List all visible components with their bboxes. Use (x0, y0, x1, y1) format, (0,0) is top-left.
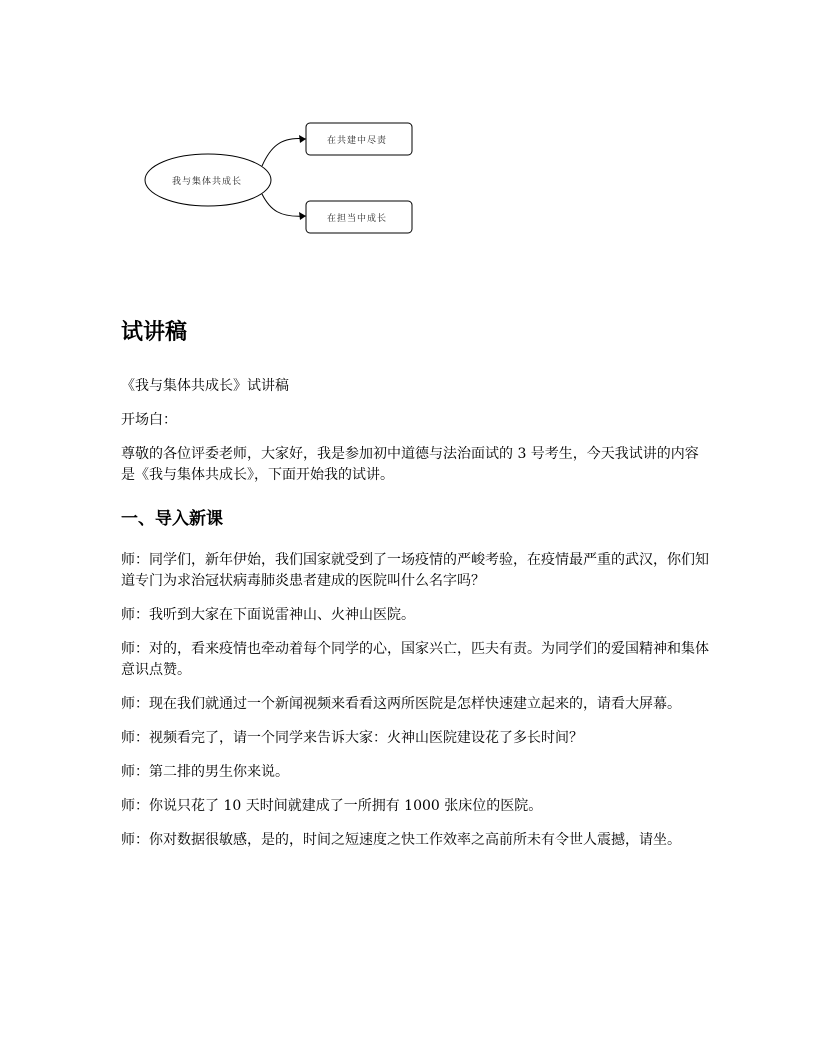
document-title: 试讲稿 (121, 320, 188, 345)
mind-map-diagram (0, 0, 816, 260)
dialogue-paragraph: 师：视频看完了，请一个同学来告诉大家：火神山医院建设花了多长时间？ (121, 730, 583, 746)
mind-map-svg (0, 0, 816, 260)
bottom-node-label: 在担当中成长 (327, 214, 388, 224)
center-node-label: 我与集体共成长 (172, 177, 243, 187)
dialogue-paragraph: 师：现在我们就通过一个新闻视频来看看这两所医院是怎样快速建立起来的，请看大屏幕。 (121, 696, 681, 712)
dialogue-paragraph: 师：你说只花了 10 天时间就建成了一所拥有 1000 张床位的医院。 (121, 798, 543, 814)
dialogue-paragraph: 师：你对数据很敏感，是的，时间之短速度之快工作效率之高前所未有令世人震撼，请坐。 (121, 832, 681, 848)
dialogue-paragraph: 师：第二排的男生你来说。 (121, 764, 289, 780)
document-body (121, 316, 711, 864)
dialogue-paragraph: 师：同学们，新年伊始，我们国家就受到了一场疫情的严峻考验，在疫情最严重的武汉，你们知道专门为求治冠状病毒肺炎患者建成的医院叫什么名字吗？ (121, 552, 709, 589)
dialogue-paragraph: 师：对的，看来疫情也牵动着每个同学的心，国家兴亡，匹夫有责。为同学们的爱国精神和集体意识点赞。 (121, 641, 709, 678)
arrow-top-icon (299, 135, 306, 143)
top-node-label: 在共建中尽责 (327, 136, 388, 146)
document-subtitle: 《我与集体共成长》试讲稿 (121, 378, 289, 394)
intro-paragraph: 尊敬的各位评委老师，大家好，我是参加初中道德与法治面试的 3 号考生，今天我试讲的内容是《我与集体共成长》，下面开始我的试讲。 (121, 446, 699, 483)
section-heading: 一、导入新课 (121, 509, 223, 529)
arrow-bottom-icon (299, 212, 306, 220)
dialogue-paragraph: 师：我听到大家在下面说雷神山、火神山医院。 (121, 607, 415, 623)
connector-top (262, 139, 306, 166)
opening-label: 开场白： (121, 412, 177, 428)
